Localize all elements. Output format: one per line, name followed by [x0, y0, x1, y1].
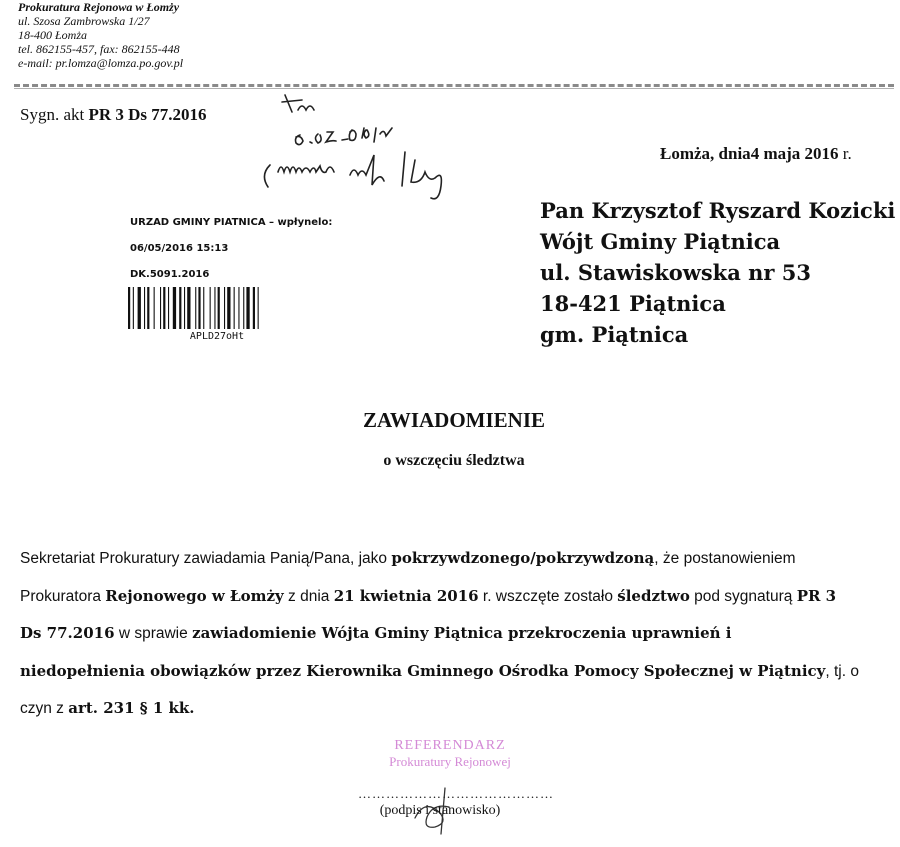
body-text-4: r. wszczęte zostało: [478, 587, 618, 605]
intake-stamp-number: DK.5091.2016: [130, 269, 210, 280]
barcode-text: APLD27oHt: [189, 331, 245, 342]
handwritten-annotation: [230, 90, 480, 205]
body-bold-6: zawiadomienie Wójta Gminy Piątnica przekroczenia uprawnień i niedopełnienia obowiązków przez Kierownika Gminnego Ośrodka Pomocy Społecznej w Piątnicy: [20, 624, 826, 680]
signature-caption: (podpis i stanowisko): [379, 803, 501, 818]
body-bold-5: PR 3 Ds 77.2016: [20, 586, 837, 642]
header-divider-thin: [14, 88, 894, 89]
signature-line: ……………………………………: [358, 786, 554, 801]
recipient-name: Pan Krzysztof Ryszard Kozicki: [540, 198, 896, 223]
place-label: Łomża, dnia: [660, 144, 751, 163]
body-text-2: , że postanowieniem Prokuratora: [20, 550, 796, 605]
header-divider: [14, 84, 894, 87]
sender-phone: tel. 862155-457, fax: 862155-448: [18, 42, 180, 56]
document-subtitle: o wszczęciu śledztwa: [383, 452, 525, 469]
body-bold-7: art. 231 § 1 kk.: [68, 699, 195, 717]
sender-street: ul. Szosa Zambrowska 1/27: [18, 14, 150, 28]
body-bold-2: Rejonowego w Łomży: [105, 586, 284, 605]
body-text-3: z dnia: [283, 587, 334, 605]
recipient-address: [540, 195, 895, 350]
sender-header: [18, 0, 183, 70]
letter-date: 4 maja 2016: [750, 144, 839, 163]
case-reference-label: Sygn. akt: [20, 105, 85, 124]
signature-stamp-role: REFERENDARZ: [394, 738, 506, 753]
signature-stamp: [330, 738, 570, 770]
body-bold-4: śledztwo: [617, 586, 690, 605]
body-bold-1: pokrzywdzonego/pokrzywdzoną: [391, 549, 655, 567]
recipient-street: ul. Stawiskowska nr 53: [540, 260, 812, 285]
intake-stamp-office: URZAD GMINY PIATNICA – wpłynelo:: [130, 217, 333, 228]
sender-email: e-mail: pr.lomza@lomza.po.gov.pl: [18, 56, 184, 70]
body-bold-3: 21 kwietnia 2016: [333, 586, 479, 605]
body-text-6: w sprawie: [114, 625, 193, 642]
case-reference: [20, 105, 207, 125]
sender-office: Prokuratura Rejonowa w Łomży: [18, 0, 180, 14]
body-text-7: , tj. o czyn z: [20, 662, 859, 717]
recipient-postal: 18-421 Piątnica: [540, 291, 726, 316]
intake-stamp-timestamp: 06/05/2016 15:13: [130, 243, 229, 254]
document-title: ZAWIADOMIENIE: [362, 408, 546, 432]
body-text-5: pod sygnaturą: [689, 587, 797, 605]
barcode: [128, 287, 306, 329]
recipient-title: Wójt Gminy Piątnica: [540, 229, 781, 254]
place-date: [660, 144, 852, 164]
date-suffix: r.: [842, 144, 852, 163]
notice-body: [20, 540, 860, 728]
signature-stamp-office: Prokuratury Rejonowej: [389, 754, 511, 769]
case-reference-number: PR 3 Ds 77.2016: [88, 105, 207, 124]
intake-stamp: [130, 210, 332, 288]
recipient-commune: gm. Piątnica: [540, 322, 689, 347]
sender-postal: 18-400 Łomża: [18, 28, 88, 42]
body-text-1: Sekretariat Prokuratury zawiadamia Panią/Pana, jako: [20, 550, 392, 567]
